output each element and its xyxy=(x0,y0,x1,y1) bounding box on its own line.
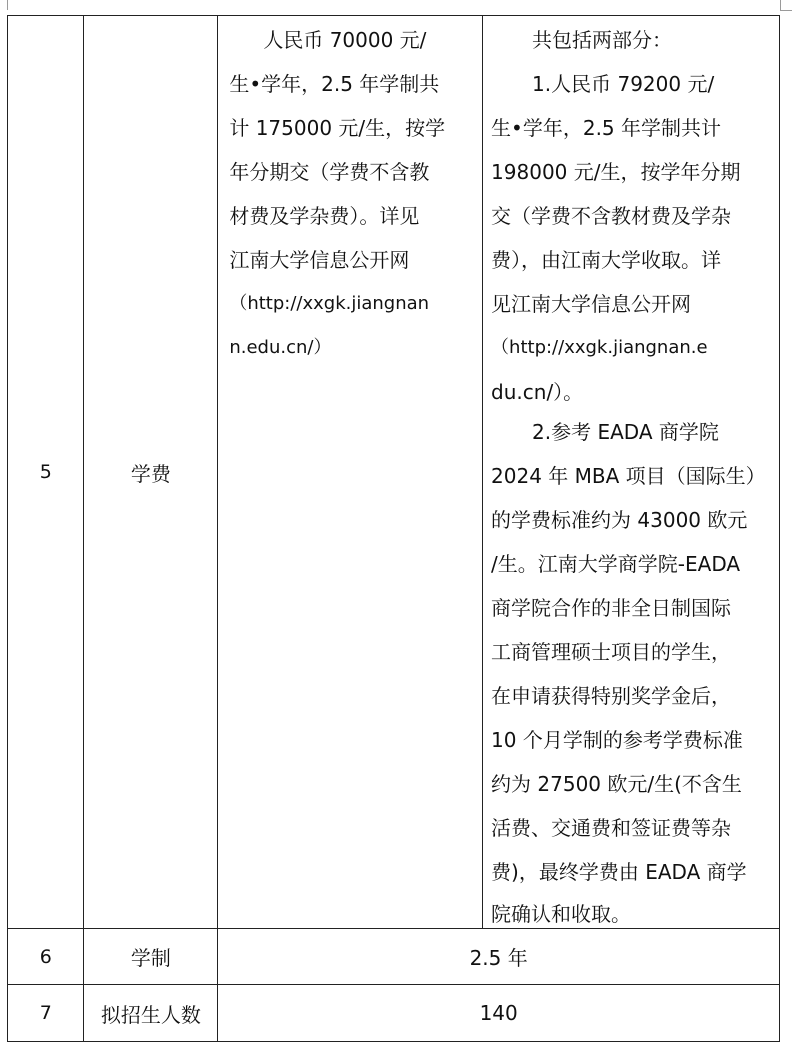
text-line: 院确认和收取。 xyxy=(491,902,632,926)
crop-mark-left xyxy=(7,0,8,10)
row-number: 7 xyxy=(8,985,84,1042)
text-line: du.cn/）。 xyxy=(491,380,584,404)
text-line: 10 个月学制的参考学费标准 xyxy=(491,728,743,752)
text-line: 生•学年，2.5 年学制共 xyxy=(229,72,440,96)
text-line: 费)，最终学费由 EADA 商学 xyxy=(491,860,747,884)
row-item: 拟招生人数 xyxy=(84,985,218,1042)
row-item: 学费 xyxy=(84,16,218,929)
text-line: 活费、交通费和签证费等杂 xyxy=(491,816,732,840)
text-line: 人民币 70000 元/ xyxy=(263,28,427,52)
table-row-duration xyxy=(8,929,780,985)
row-item: 学制 xyxy=(84,929,218,985)
text-line: 商学院合作的非全日制国际 xyxy=(491,596,732,620)
text-line: 见江南大学信息公开网 xyxy=(491,292,692,316)
text-line: 的学费标准约为 43000 欧元 xyxy=(491,508,748,532)
text-line: 在申请获得特别奖学金后， xyxy=(491,684,732,708)
crop-mark-right xyxy=(780,0,781,10)
text-line: 江南大学信息公开网 xyxy=(229,248,410,272)
text-line: 约为 27500 欧元/生(不含生 xyxy=(491,772,742,796)
text-line: （http://xxgk.jiangnan.e xyxy=(491,337,708,358)
row-number: 6 xyxy=(8,929,84,985)
text-line: 198000 元/生，按学年分期 xyxy=(491,160,741,184)
text-line: 工商管理硕士项目的学生， xyxy=(491,640,732,664)
tuition-plan-a-cell xyxy=(218,16,483,929)
text-line: 2.参考 EADA 商学院 xyxy=(532,420,719,444)
fee-table xyxy=(7,15,780,1042)
text-line: 1.人民币 79200 元/ xyxy=(532,72,715,96)
text-line: （http://xxgk.jiangnan xyxy=(229,293,430,314)
text-line: /生。江南大学商学院-EADA xyxy=(491,552,741,576)
text-line: 费），由江南大学收取。详 xyxy=(491,248,722,272)
text-line: 2024 年 MBA 项目（国际生） xyxy=(491,464,766,488)
text-line: 生•学年，2.5 年学制共计 xyxy=(491,116,722,140)
text-line: 交（学费不含教材费及学杂 xyxy=(491,204,732,228)
row-value: 140 xyxy=(218,985,780,1042)
row-value: 2.5 年 xyxy=(218,929,780,985)
text-line: 共包括两部分： xyxy=(532,28,673,52)
table-row-tuition xyxy=(8,16,780,929)
text-line: 年分期交（学费不含教 xyxy=(229,160,430,184)
text-line: 计 175000 元/生，按学 xyxy=(229,116,446,140)
table-row-enrollment xyxy=(8,985,780,1042)
text-line: n.edu.cn/） xyxy=(229,337,332,358)
row-number: 5 xyxy=(8,16,84,929)
tuition-plan-b-cell xyxy=(483,16,780,929)
text-line: 材费及学杂费）。详见 xyxy=(229,204,420,228)
crop-mark-right-h xyxy=(780,10,792,11)
